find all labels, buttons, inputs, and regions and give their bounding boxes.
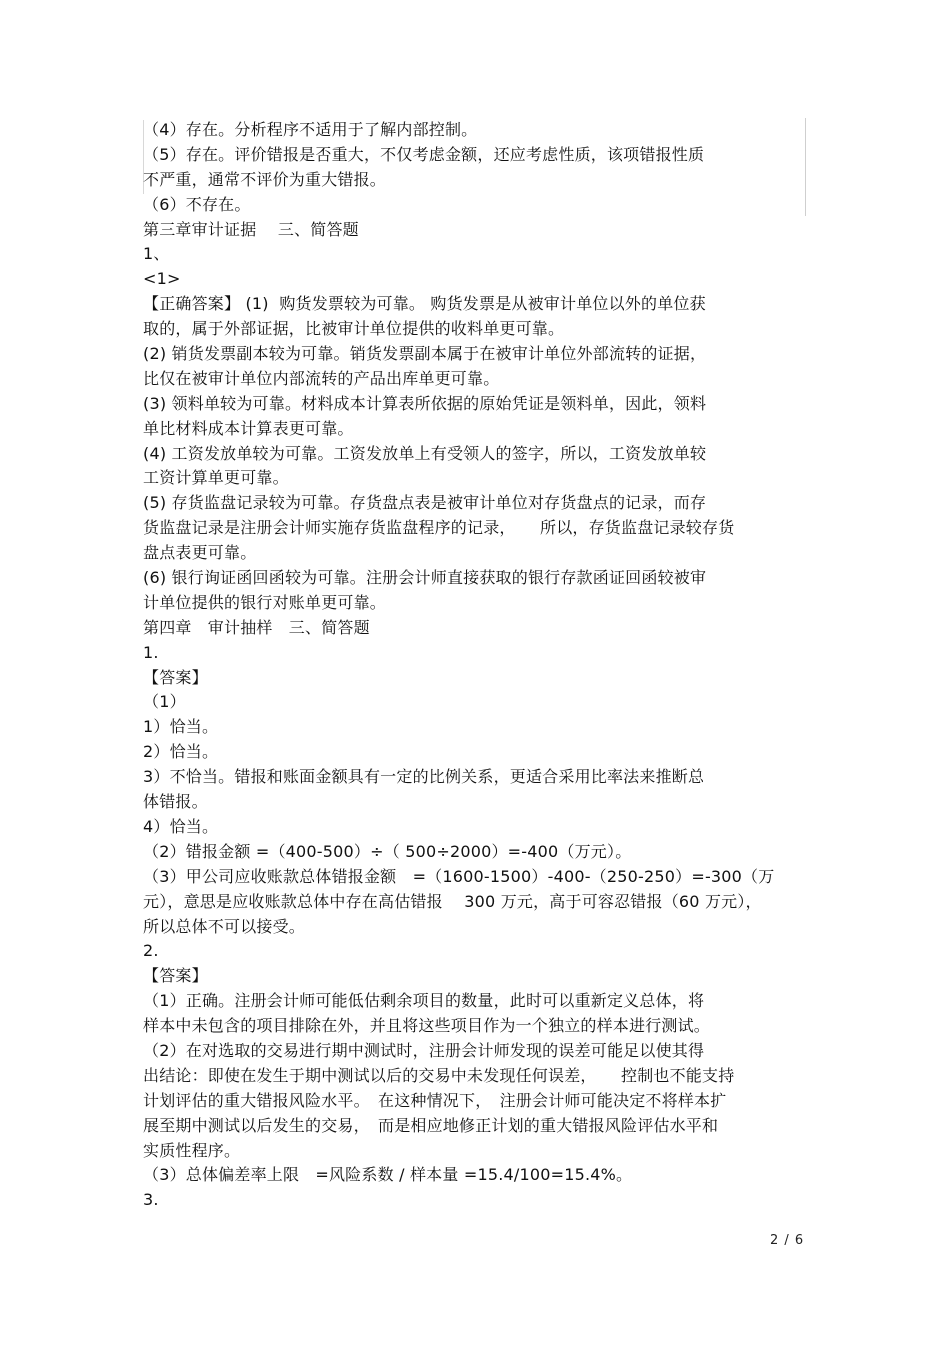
text-line: 实质性程序。 (143, 1140, 241, 1160)
text-line: 第四章 审计抽样 三、简答题 (143, 617, 370, 637)
text-line: 【正确答案】 (1) 购货发票较为可靠。 购货发票是从被审计单位以外的单位获 (143, 294, 706, 314)
text-line: 取的，属于外部证据，比被审计单位提供的收料单更可靠。 (143, 319, 565, 339)
page-number: 2 / 6 (770, 1233, 805, 1248)
text-line: 不严重，通常不评价为重大错报。 (143, 169, 387, 189)
text-line: 4）恰当。 (143, 816, 219, 836)
text-line: <1> (143, 269, 181, 289)
text-line: （2）在对选取的交易进行期中测试时，注册会计师发现的误差可能足以使其得 (143, 1040, 705, 1060)
text-line: 第三章审计证据 三、简答题 (143, 219, 359, 239)
text-line: (3) 领料单较为可靠。材料成本计算表所依据的原始凭证是领料单，因此，领料 (143, 393, 707, 413)
text-line: 比仅在被审计单位内部流转的产品出库单更可靠。 (143, 368, 500, 388)
text-line: （5）存在。评价错报是否重大，不仅考虑金额，还应考虑性质，该项错报性质 (143, 144, 705, 164)
text-line: 所以总体不可以接受。 (143, 916, 306, 936)
text-line: 2）恰当。 (143, 742, 219, 762)
text-line: 1. (143, 642, 159, 662)
text-line: 样本中未包含的项目排除在外，并且将这些项目作为一个独立的样本进行测试。 (143, 1016, 711, 1036)
text-line: 盘点表更可靠。 (143, 543, 257, 563)
text-line: 元），意思是应收账款总体中存在高估错报 300 万元，高于可容忍错报（60 万元）， (143, 891, 762, 911)
text-line: （3）总体偏差率上限 =风险系数 / 样本量 =15.4/100=15.4%。 (143, 1165, 633, 1185)
text-line: 出结论：即使在发生于期中测试以后的交易中未发现任何误差， 控制也不能支持 (143, 1065, 735, 1085)
text-line: 单比材料成本计算表更可靠。 (143, 418, 354, 438)
text-line: 2. (143, 941, 159, 961)
text-line: 1、 (143, 244, 170, 264)
text-line: （6）不存在。 (143, 194, 251, 214)
text-line: （1）正确。注册会计师可能低估剩余项目的数量，此时可以重新定义总体，将 (143, 991, 705, 1011)
text-line: 3. (143, 1190, 159, 1210)
text-line: 体错报。 (143, 792, 208, 812)
text-line: 【答案】 (143, 667, 208, 687)
text-line: 1）恰当。 (143, 717, 219, 737)
text-line: (6) 银行询证函回函较为可靠。注册会计师直接获取的银行存款函证回函较被审 (143, 568, 707, 588)
text-line: 货监盘记录是注册会计师实施存货监盘程序的记录， 所以，存货监盘记录较存货 (143, 518, 735, 538)
text-line: 计单位提供的银行对账单更可靠。 (143, 592, 387, 612)
text-line: (5) 存货监盘记录较为可靠。存货盘点表是被审计单位对存货盘点的记录，而存 (143, 493, 707, 513)
text-line: 计划评估的重大错报风险水平。 在这种情况下， 注册会计师可能决定不将样本扩 (143, 1090, 727, 1110)
document-body (143, 118, 813, 1213)
text-line: （3）甲公司应收账款总体错报金额 =（1600-1500）-400-（250-250）=-300（万 (143, 866, 775, 886)
text-line: 展至期中测试以后发生的交易， 而是相应地修正计划的重大错报风险评估水平和 (143, 1115, 719, 1135)
text-line: 【答案】 (143, 966, 208, 986)
text-line: （4）存在。分析程序不适用于了解内部控制。 (143, 120, 478, 139)
text-line: 工资计算单更可靠。 (143, 468, 289, 488)
text-line: （2）错报金额 =（400-500）÷（ 500÷2000）=-400（万元）。 (143, 841, 632, 861)
text-line: (4) 工资发放单较为可靠。工资发放单上有受领人的签字，所以，工资发放单较 (143, 443, 707, 463)
text-line: (2) 销货发票副本较为可靠。销货发票副本属于在被审计单位外部流转的证据， (143, 344, 707, 364)
text-line: （1） (143, 692, 186, 712)
text-line: 3）不恰当。错报和账面金额具有一定的比例关系，更适合采用比率法来推断总 (143, 767, 705, 787)
